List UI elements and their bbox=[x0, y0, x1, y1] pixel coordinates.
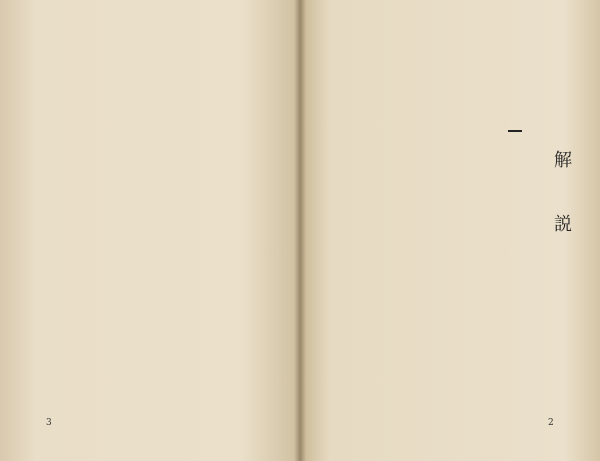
right-page-number: 2 bbox=[548, 418, 554, 428]
section-heading: 解 説 bbox=[551, 150, 572, 246]
left-page-number: 3 bbox=[46, 418, 52, 428]
chapter-number-mark bbox=[508, 130, 522, 132]
left-page-text bbox=[30, 40, 270, 380]
right-page-text bbox=[310, 40, 530, 380]
book-gutter bbox=[294, 0, 306, 461]
